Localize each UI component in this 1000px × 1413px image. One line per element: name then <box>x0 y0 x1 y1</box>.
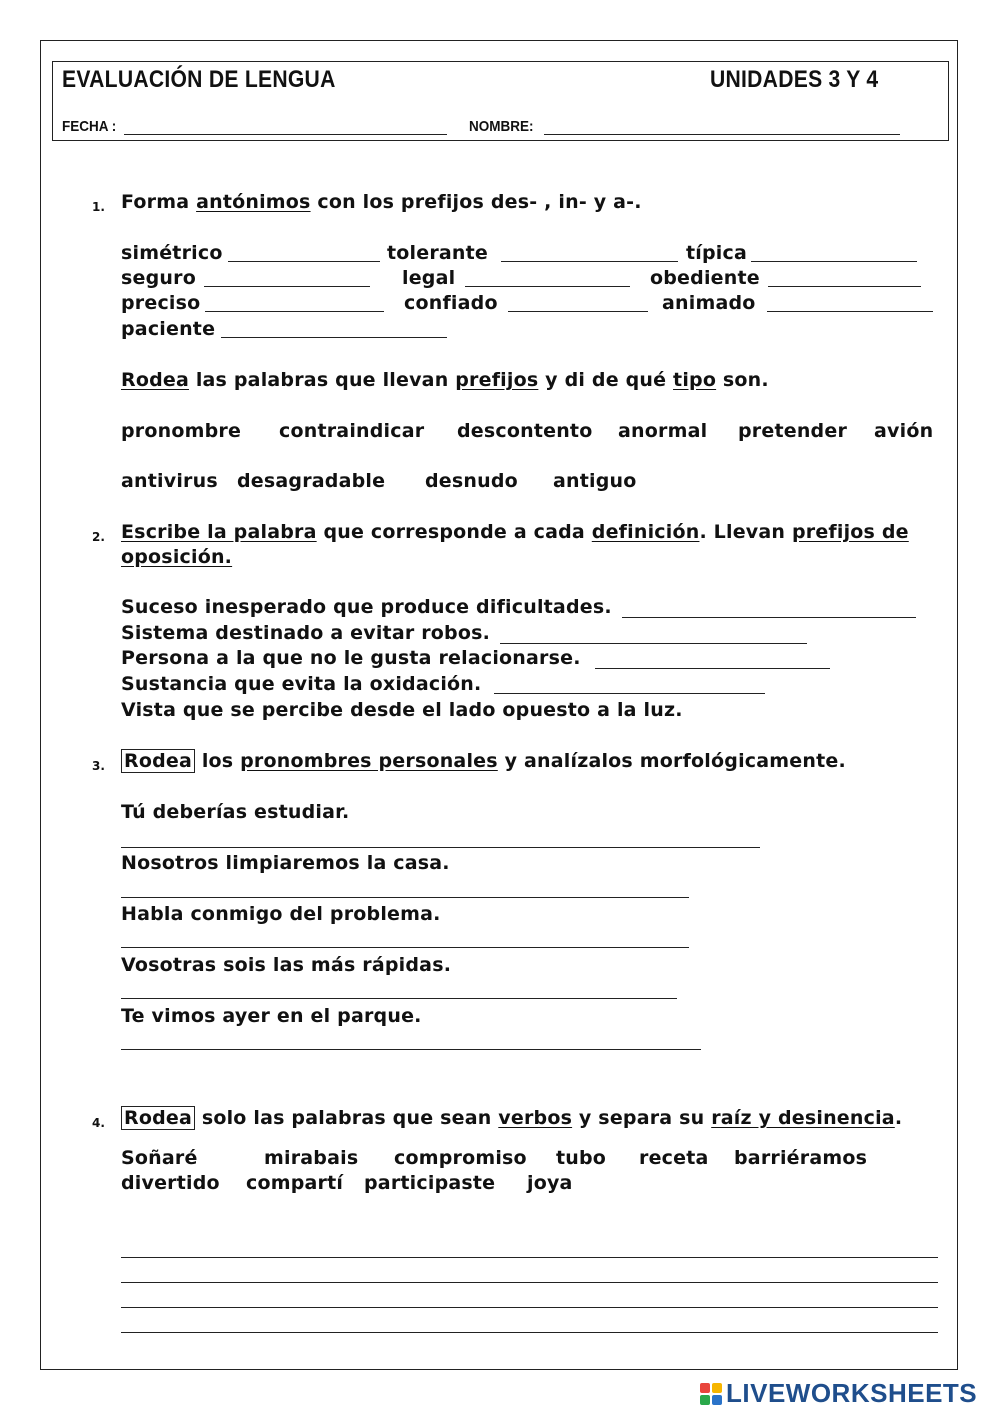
q3-sentence: Tú deberías estudiar. <box>121 801 350 823</box>
boxed-rodea: Rodea <box>121 749 195 773</box>
q2-instruction-line1 <box>121 520 909 545</box>
q1-word-simetrico: simétrico <box>121 242 223 264</box>
q4-row2-word[interactable]: participaste <box>364 1172 496 1194</box>
underlined-prefijos: prefijos <box>455 369 539 391</box>
q1-word-legal: legal <box>402 267 456 289</box>
q2-definition: Sustancia que evita la oxidación. <box>121 673 482 695</box>
answer-line[interactable] <box>121 897 689 898</box>
text: son. <box>716 369 769 391</box>
fecha-label: FECHA : <box>62 118 117 135</box>
answer-blank[interactable] <box>768 286 921 287</box>
q4-row2-word[interactable]: divertido <box>121 1172 220 1194</box>
answer-line[interactable] <box>121 1332 938 1333</box>
answer-line[interactable] <box>121 847 760 848</box>
q1-word-obediente: obediente <box>650 267 760 289</box>
q1-number: 1. <box>92 200 105 214</box>
answer-blank[interactable] <box>508 311 648 312</box>
q1-row1-word[interactable]: pretender <box>738 420 848 442</box>
answer-blank[interactable] <box>205 311 384 312</box>
q1-instruction <box>121 190 642 215</box>
nombre-label: NOMBRE: <box>469 118 534 135</box>
q1-row1-word[interactable]: pronombre <box>121 420 242 442</box>
underlined-rodea: Rodea <box>121 369 189 391</box>
answer-line[interactable] <box>121 1282 938 1283</box>
answer-blank[interactable] <box>622 617 916 618</box>
q4-number: 4. <box>92 1116 105 1130</box>
q1-part-b <box>121 368 769 393</box>
q1-word-preciso: preciso <box>121 292 201 314</box>
q4-row1-word[interactable]: tubo <box>556 1147 607 1169</box>
q1-text: Forma <box>121 191 197 213</box>
q1-word-paciente: paciente <box>121 318 216 340</box>
answer-blank[interactable] <box>501 261 678 262</box>
nombre-field[interactable] <box>544 134 900 135</box>
q2-definition: Sistema destinado a evitar robos. <box>121 622 491 644</box>
q2-instruction-line2 <box>121 545 232 570</box>
text: . Llevan <box>699 521 792 543</box>
q1-row1-word[interactable]: anormal <box>618 420 708 442</box>
underlined-pronombres: pronombres personales <box>240 750 498 772</box>
q4-row2-word[interactable]: joya <box>527 1172 573 1194</box>
underlined-tipo: tipo <box>673 369 717 391</box>
q4-row1-word[interactable]: barriéramos <box>734 1147 868 1169</box>
q3-instruction <box>121 749 846 774</box>
q4-row1-word[interactable]: receta <box>639 1147 709 1169</box>
q2-definition: Suceso inesperado que produce dificultades. <box>121 596 612 618</box>
q1-row2-word[interactable]: antivirus <box>121 470 218 492</box>
underlined-raiz: raíz y desinencia <box>711 1107 895 1129</box>
fecha-field[interactable] <box>124 134 447 135</box>
text: las palabras que llevan <box>189 369 456 391</box>
q1-row1-word[interactable]: avión <box>874 420 934 442</box>
q1-word-tipica: típica <box>686 242 747 264</box>
answer-blank[interactable] <box>595 668 830 669</box>
answer-blank[interactable] <box>228 261 380 262</box>
logo-grid-icon <box>700 1383 722 1405</box>
answer-blank[interactable] <box>465 286 630 287</box>
q4-instruction <box>121 1106 902 1131</box>
answer-line[interactable] <box>121 947 689 948</box>
liveworksheets-logo <box>700 1378 977 1409</box>
q4-row2-word[interactable]: compartí <box>246 1172 344 1194</box>
q1-row2-word[interactable]: desnudo <box>425 470 518 492</box>
answer-line[interactable] <box>121 1049 701 1050</box>
q1-row1-word[interactable]: descontento <box>457 420 593 442</box>
underlined-verbos: verbos <box>498 1107 573 1129</box>
q1-text-post: con los prefijos des- , in- y a-. <box>310 191 642 213</box>
q4-row1-word[interactable]: Soñaré <box>121 1147 198 1169</box>
q1-word-tolerante: tolerante <box>387 242 489 264</box>
underlined-definicion: definición <box>591 521 700 543</box>
answer-blank[interactable] <box>500 643 807 644</box>
worksheet-title: EVALUACIÓN DE LENGUA <box>62 66 336 93</box>
answer-blank[interactable] <box>494 693 765 694</box>
q2-number: 2. <box>92 530 105 544</box>
answer-blank[interactable] <box>767 311 933 312</box>
q1-word-seguro: seguro <box>121 267 196 289</box>
units-label: UNIDADES 3 Y 4 <box>710 66 879 93</box>
q1-row2-word[interactable]: antiguo <box>553 470 637 492</box>
q3-number: 3. <box>92 759 105 773</box>
q3-sentence: Te vimos ayer en el parque. <box>121 1005 422 1027</box>
underlined-escribe: Escribe la palabra <box>121 521 317 543</box>
text: y di de qué <box>538 369 674 391</box>
text: y analízalos morfológicamente. <box>497 750 846 772</box>
q1-word-animado: animado <box>662 292 756 314</box>
answer-line[interactable] <box>121 1307 938 1308</box>
underlined-prefijos-de: prefijos de <box>791 521 909 543</box>
q2-definition: Persona a la que no le gusta relacionarse. <box>121 647 581 669</box>
answer-line[interactable] <box>121 998 677 999</box>
underlined-oposicion: oposición. <box>121 546 233 568</box>
answer-blank[interactable] <box>751 261 917 262</box>
q1-word-confiado: confiado <box>404 292 498 314</box>
text: solo las palabras que sean <box>195 1107 499 1129</box>
answer-line[interactable] <box>121 1257 938 1258</box>
q3-sentence: Habla conmigo del problema. <box>121 903 441 925</box>
q2-definition: Vista que se percibe desde el lado opuesto a la luz. <box>121 699 683 721</box>
q3-sentence: Nosotros limpiaremos la casa. <box>121 852 450 874</box>
text: los <box>195 750 241 772</box>
q4-row1-word[interactable]: mirabais <box>264 1147 359 1169</box>
answer-blank[interactable] <box>204 286 370 287</box>
text: que corresponde a cada <box>316 521 592 543</box>
answer-blank[interactable] <box>221 337 447 338</box>
boxed-rodea: Rodea <box>121 1106 195 1130</box>
q4-row1-word[interactable]: compromiso <box>394 1147 527 1169</box>
brand-name: LIVEWORKSHEETS <box>726 1378 978 1408</box>
text: . <box>894 1107 903 1129</box>
q1-row2-word[interactable]: desagradable <box>237 470 386 492</box>
q3-sentence: Vosotras sois las más rápidas. <box>121 954 452 976</box>
q1-underlined-antonimos: antónimos <box>196 191 311 213</box>
text: y separa su <box>572 1107 712 1129</box>
q1-row1-word[interactable]: contraindicar <box>279 420 425 442</box>
